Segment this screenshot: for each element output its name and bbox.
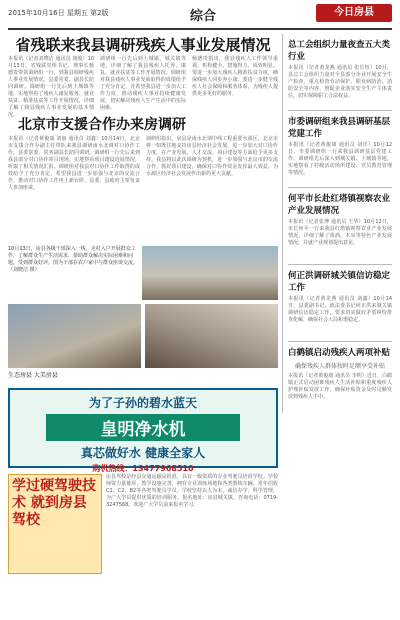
ad-tagline: 真芯做好水 健康全家人 (80, 446, 206, 460)
article-2-body (8, 136, 278, 240)
right-subtitle-5: 确保残疾人群体按时足额享受补贴 (294, 363, 385, 370)
news-photo-houses (145, 304, 278, 368)
photo-row (8, 246, 278, 300)
right-headline-4: 何正洪调研城关镇信访稳定工作 (288, 271, 391, 293)
headline-beijing-survey: 北京市支援合作办来房调研 (18, 117, 186, 133)
article-1-col-3: 杨德贵指出，我县残疾人工作领导重视、机构健全、措施得力、成效明显。要进一步加大残疾人精准扶贫力度，确保残疾人同步奔小康；要进一步健全残疾人社会保障和服务体系，为残疾人提供更多更好的服务。 (192, 56, 278, 97)
headline-disability-survey: 省残联来我县调研残疾人事业发展情况 (15, 36, 271, 54)
divider (288, 110, 392, 111)
section-title: 综合 (190, 9, 217, 24)
right-body-4: 本报讯（记者黄龙燕 通讯员 刘鑫）10月14日，县委副书记、政法委书记何正洪来城关镇调研信访稳定工作，要求切实做好矛盾纠纷排查化解，确保社会大局和谐稳定。 (288, 296, 392, 323)
photo-row-2 (8, 304, 278, 368)
right-body-5: 本报讯（记者黄俊康 通讯员 李明）近日，白鹤镇正式启动困难残疾人生活补贴和重度残疾人护理补贴发放工作，确保补贴资金及时足额发放到残疾人手中。 (288, 373, 392, 400)
news-photo-workers (8, 304, 141, 368)
divider (288, 341, 392, 342)
driving-school-ad (8, 474, 278, 574)
left-column (8, 34, 278, 574)
masthead-logo: 今日房县 (316, 4, 392, 22)
right-body-3: 本报讯（记者张博 通讯员 王华）10月12日，市长何平一行来我县红塔镇视察农业产业发展情况，详细了解了黄酒、木耳等特色产业发展情况，并就产业规划提出意见。 (288, 219, 392, 246)
right-headline-3: 何平市长赴红塔镇视察农业产业发展情况 (288, 194, 391, 216)
article-2-col-1: 本报讯（记者黄俊康 刘丽 通讯员 刘鑫）10月14日，北京市支援合作办副主任带队来我县调研南水北调对口协作工作。县委常委、常务副县长陪同调研。调研组一行先后来到我县部分对口协作项目现场，实地察看项目建设进展情况，听取了相关情况汇报。调研组对我县对口协作工作取得的成效给予了充分肯定，希望我县进一步加强与北京的交流合作，推动对口协作工作再上新台阶。县委、县政府主要负责人参加座谈。 (8, 136, 140, 191)
news-photo-villagers (142, 246, 278, 300)
page-header (8, 0, 392, 30)
photo-caption: 10月13日，房县各级干部深入一线，走村入户开展群众工作，了解群众生产生活需求，帮助群众解决实际困难和问题，受到群众好评。图为干部在农户家中与群众座谈交流。（刘晓洁 摄） (8, 246, 139, 273)
school-body: 房县驾校是经县交通运输局批准，具有一级资质的专业驾驶员培训学校。学校师资力量雄厚，教学设施完善，拥有专业训练场地和各类教练车辆，常年招收C1、C2、B2等各类驾驶员学员。学校坚持以人为本，诚信办学，科学管理，为广大学员提供优质的培训服务。报名地址：房县城关镇。咨询电话：0719-3247568。欢迎广大学员前来报名学习。 (106, 474, 278, 508)
photo-credit: 生态房县 大美房县 (8, 372, 58, 379)
article-1-col-2: 调研组一行先后到土城镇、城关镇等地，详细了解了我县残疾人托养、康复、就业扶贫等工作开展情况。调研组对我县残疾人事业发展取得的成绩给予了充分肯定，并希望我县进一步加大工作力度，推动残疾人事业持续健康发展，切实解决残疾人生产生活中的实际困难。 (100, 56, 186, 111)
article-1-col-1: 本报讯（记者刘晓洁 通讯员 康俊）10月13日，省残联党组书记、理事长杨德贵带领调研组一行，到我县调研残疾人事业发展情况。县委常委、副县长陪同调研。调研组一行先后到土城镇等地，实地察看了残疾人康复服务、就业扶贫、精准扶贫等工作开展情况，详细了解了我县残疾人事业发展的基本情况。 (8, 56, 94, 118)
school-headline-box (8, 474, 102, 574)
right-body-2: 本报讯（记者黄俊康 通讯员 刘洋）10月12日，市委调研组一行来我县调研基层党建工作。调研组先后深入到城关镇、土城镇等地，实地察看了村级活动场所建设、党员教育管理等情况。 (288, 142, 392, 176)
divider (288, 264, 392, 265)
right-body-1: 本报讯（记者黄龙燕 通讯员 张长恒）10月，县总工会组织力量对全县部分企业开展安全生产检查，重点检查劳动保护、职业病防治、消防安全等内容，督促企业落实安全生产主体责任，切实保障职工合法权益。 (288, 65, 392, 99)
ad-brand: 皇明净水机 (46, 414, 240, 441)
article-2-col-2: 调研组指出，房县是南水北调中线工程重要水源区，北京市将一如既往地支持房县经济社会发展，进一步加大对口协作力度，在产业发展、人才交流、项目建设等方面给予更多支持。我县将以此次调研为契机，进一步加强与北京市的交流合作，抓好项目建设，确保对口协作资金发挥最大效益，为水源区经济社会发展作出新的更大贡献。 (146, 136, 278, 177)
ad-slogan: 为了子孙的碧水蓝天 (88, 396, 197, 410)
divider (288, 187, 392, 188)
right-headline-2: 市委调研组来我县调研基层党建工作 (288, 117, 391, 139)
right-headline-1: 总工会组织力量夜查五大类行业 (288, 40, 391, 62)
article-1-body (8, 56, 278, 118)
right-headline-5: 白鹤镇启动残疾人两项补贴 (288, 348, 391, 358)
issue-date: 2015年10月16日 星期五 第2版 (8, 9, 109, 17)
school-headline: 学过硬驾驶技术 就到房县驾校 (12, 478, 96, 528)
ad-hotline: 购机热线：13477968510 (92, 464, 194, 473)
right-column (282, 34, 392, 413)
water-purifier-ad (8, 388, 278, 473)
